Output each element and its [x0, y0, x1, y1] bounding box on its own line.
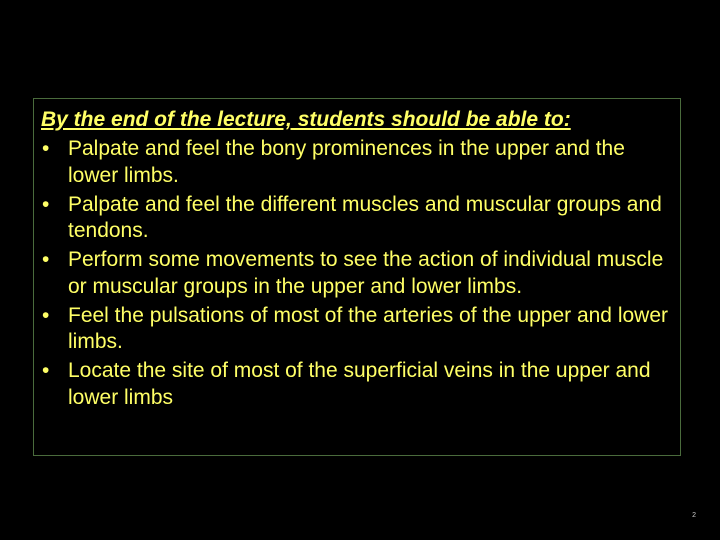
bullet-icon: •: [42, 137, 50, 160]
slide-number: 2: [692, 512, 696, 519]
bullet-icon: •: [42, 248, 50, 271]
objective-text: Locate the site of most of the superficial veins in the upper and lower limbs: [68, 359, 651, 409]
bullet-icon: •: [42, 359, 50, 382]
objective-text: Feel the pulsations of most of the arteries of the upper and lower limbs.: [68, 303, 669, 353]
bullet-icon: •: [42, 303, 50, 327]
list-item: [41, 247, 672, 300]
objective-text: Palpate and feel the different muscles and muscular groups and tendons.: [68, 192, 662, 242]
bullet-icon: •: [42, 192, 50, 216]
list-item: [41, 136, 672, 189]
list-item: [41, 358, 672, 411]
list-item: [41, 192, 672, 245]
objectives-list: [41, 136, 672, 411]
objective-text: Perform some movements to see the action of individual muscle or muscular groups in the upper and lower limbs.: [68, 248, 664, 298]
list-item: [41, 303, 672, 356]
objectives-heading: By the end of the lecture, students should be able to:: [41, 108, 571, 131]
objectives-box: [33, 98, 681, 456]
objective-text: Palpate and feel the bony prominences in the upper and the lower limbs.: [68, 137, 625, 187]
